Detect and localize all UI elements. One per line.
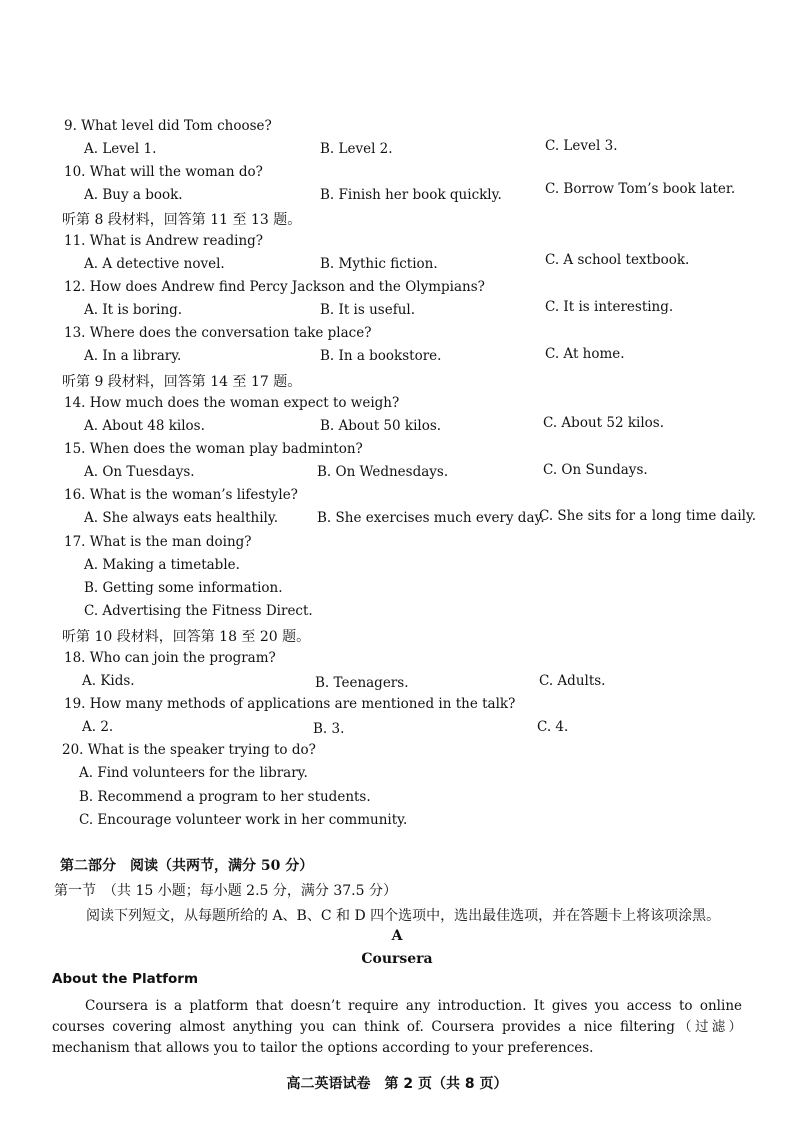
question-19-stem: 19. How many methods of applications are mentioned in the talk? xyxy=(64,696,516,712)
question-12-option-c: C. It is interesting. xyxy=(545,299,674,315)
question-19-option-a: A. 2. xyxy=(82,719,114,735)
question-12-stem: 12. How does Andrew find Percy Jackson and the Olympians? xyxy=(64,279,485,295)
segment-10-header: 听第 10 段材料，回答第 18 至 20 题。 xyxy=(62,629,311,645)
question-20-option-a: A. Find volunteers for the library. xyxy=(79,765,308,781)
question-15-option-c: C. On Sundays. xyxy=(543,462,648,478)
segment-9-header: 听第 9 段材料，回答第 14 至 17 题。 xyxy=(62,374,302,390)
question-13-option-a: A. In a library. xyxy=(84,348,182,364)
question-13-stem: 13. Where does the conversation take place? xyxy=(64,325,372,341)
question-15-option-b: B. On Wednesdays. xyxy=(317,464,449,480)
question-12-option-b: B. It is useful. xyxy=(320,302,416,318)
question-9-option-c: C. Level 3. xyxy=(545,138,618,154)
question-16-option-b: B. She exercises much every day. xyxy=(317,510,545,526)
passage-subheading: About the Platform xyxy=(52,971,199,987)
question-17-option-a: A. Making a timetable. xyxy=(84,557,240,573)
part-2-title: 第二部分 阅读（共两节，满分 50 分） xyxy=(60,858,314,874)
question-16-option-c: C. She sits for a long time daily. xyxy=(539,508,757,524)
question-11-option-c: C. A school textbook. xyxy=(545,252,690,268)
question-12-option-a: A. It is boring. xyxy=(84,302,183,318)
question-10-stem: 10. What will the woman do? xyxy=(64,164,263,180)
segment-8-header: 听第 8 段材料，回答第 11 至 13 题。 xyxy=(62,212,302,228)
question-14-option-a: A. About 48 kilos. xyxy=(84,418,205,434)
question-13-option-c: C. At home. xyxy=(545,346,625,362)
question-13-option-b: B. In a bookstore. xyxy=(320,348,442,364)
question-11-stem: 11. What is Andrew reading? xyxy=(64,233,264,249)
question-18-option-b: B. Teenagers. xyxy=(315,675,409,691)
question-11-option-a: A. A detective novel. xyxy=(84,256,225,272)
question-9-stem: 9. What level did Tom choose? xyxy=(64,118,272,134)
question-10-option-a: A. Buy a book. xyxy=(84,187,183,203)
question-17-option-c: C. Advertising the Fitness Direct. xyxy=(84,603,313,619)
question-20-option-b: B. Recommend a program to her students. xyxy=(79,789,371,805)
question-16-stem: 16. What is the woman’s lifestyle? xyxy=(64,487,298,503)
question-17-option-b: B. Getting some information. xyxy=(84,580,283,596)
question-18-stem: 18. Who can join the program? xyxy=(64,650,276,666)
question-20-stem: 20. What is the speaker trying to do? xyxy=(62,742,316,758)
question-9-option-b: B. Level 2. xyxy=(320,141,393,157)
question-11-option-b: B. Mythic fiction. xyxy=(320,256,438,272)
question-16-option-a: A. She always eats healthily. xyxy=(84,510,278,526)
question-15-stem: 15. When does the woman play badminton? xyxy=(64,441,363,457)
page-footer: 高二英语试卷 第 2 页（共 8 页） xyxy=(286,1076,508,1092)
question-19-option-b: B. 3. xyxy=(313,721,345,737)
question-14-option-b: B. About 50 kilos. xyxy=(320,418,442,434)
question-15-option-a: A. On Tuesdays. xyxy=(84,464,195,480)
question-10-option-b: B. Finish her book quickly. xyxy=(320,187,502,203)
question-17-stem: 17. What is the man doing? xyxy=(64,534,252,550)
question-19-option-c: C. 4. xyxy=(537,719,569,735)
question-20-option-c: C. Encourage volunteer work in her community. xyxy=(79,812,408,828)
question-18-option-c: C. Adults. xyxy=(539,673,606,689)
passage-title: Coursera xyxy=(361,951,433,967)
question-14-option-c: C. About 52 kilos. xyxy=(543,415,664,431)
passage-letter: A xyxy=(391,928,403,944)
question-10-option-c: C. Borrow Tom’s book later. xyxy=(545,181,736,197)
question-14-stem: 14. How much does the woman expect to weigh? xyxy=(64,395,400,411)
question-9-option-a: A. Level 1. xyxy=(84,141,157,157)
section-1-title: 第一节 （共 15 小题；每小题 2.5 分，满分 37.5 分） xyxy=(54,883,397,899)
question-18-option-a: A. Kids. xyxy=(82,673,135,689)
reading-instruction: 阅读下列短文，从每题所给的 A、B、C 和 D 四个选项中，选出最佳选项，并在答题卡上将该项涂黑。 xyxy=(86,908,721,924)
passage-paragraph: Coursera is a platform that doesn’t require any introduction. It gives you access to online courses covering almost anything you can think of. Coursera provides a nice filtering（过滤）mechanism that allows you to tailor the options according to your preferences. xyxy=(52,998,742,1056)
